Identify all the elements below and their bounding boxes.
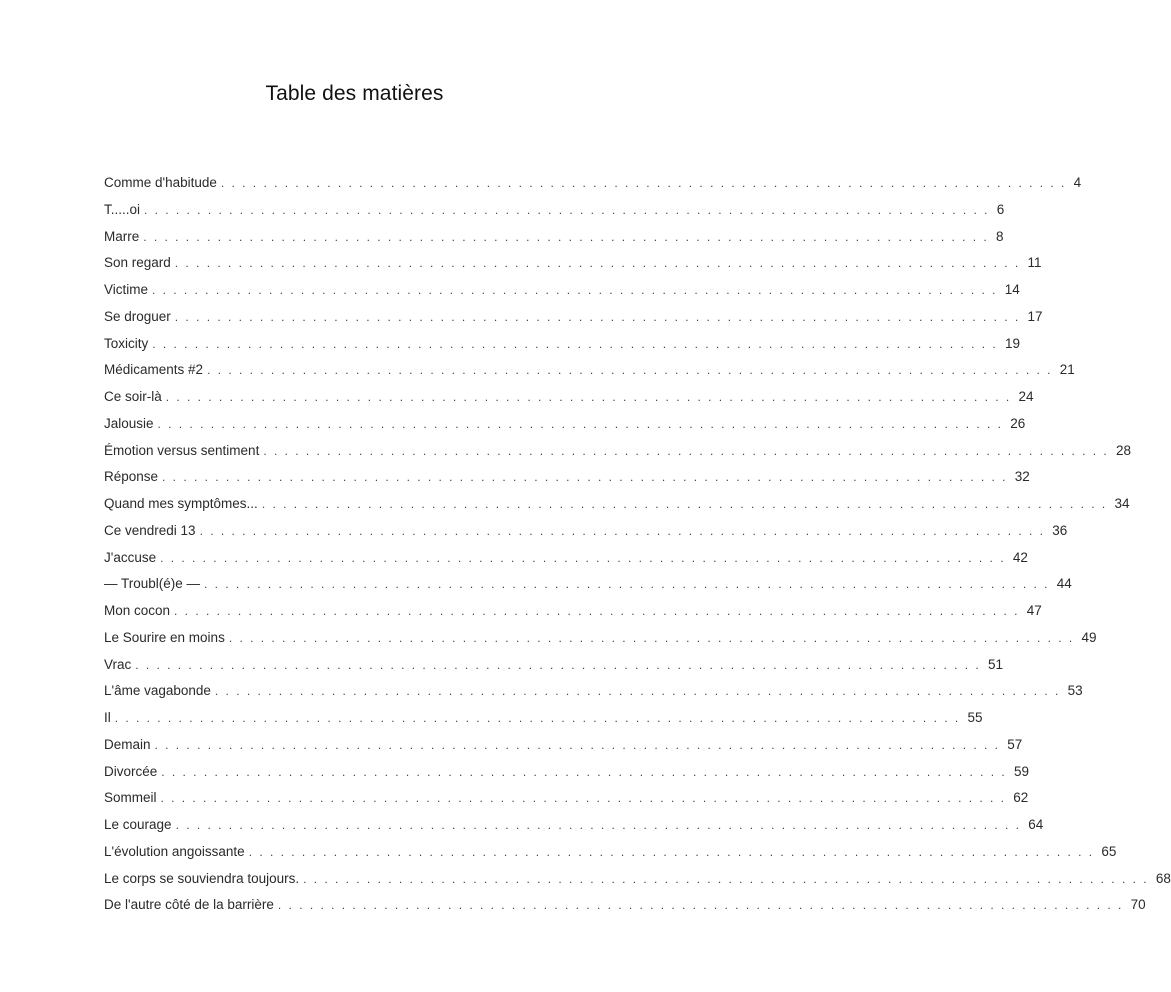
toc-entry[interactable]	[104, 817, 1044, 844]
dot-leader: ................................................................................	[160, 550, 1011, 565]
toc-entry-page-number: 62	[1013, 790, 1029, 806]
dot-leader: ................................................................................	[303, 871, 1154, 886]
toc-entry-title: Jalousie	[104, 415, 154, 431]
toc-entry-title: L'évolution angoissante	[104, 843, 245, 859]
toc-entry-page-number: 6	[996, 201, 1005, 217]
toc-entry-title: Se droguer	[104, 308, 171, 324]
toc-entry-page-number: 24	[1018, 389, 1034, 404]
toc-entry-page-number: 26	[1010, 415, 1026, 431]
dot-leader: ................................................................................	[165, 390, 1017, 404]
dot-leader: ................................................................................	[220, 176, 1072, 190]
dot-leader: ................................................................................	[263, 443, 1115, 458]
toc-entry[interactable]	[104, 496, 1130, 523]
toc-entry[interactable]	[104, 201, 1005, 229]
toc-entry[interactable]	[104, 870, 1171, 898]
toc-entry-page-number: 11	[1027, 255, 1042, 271]
dot-leader: ................................................................................	[207, 363, 1058, 378]
toc-entry-page-number: 59	[1014, 763, 1030, 779]
toc-entry-page-number: 21	[1059, 362, 1075, 378]
toc-entry[interactable]	[104, 629, 1097, 657]
page-title: Table des matières	[265, 82, 444, 105]
dot-leader: ................................................................................	[152, 336, 1003, 351]
dot-leader: ................................................................................	[154, 737, 1006, 752]
toc-entry-page-number: 36	[1052, 522, 1068, 538]
dot-leader: ................................................................................	[248, 844, 1100, 859]
toc-entry-title: — Troubl(é)e —	[104, 576, 201, 592]
dot-leader: ................................................................................	[214, 684, 1066, 699]
toc-entry-title: Demain	[104, 736, 151, 752]
toc-entry-title: Il	[104, 710, 111, 725]
dot-leader: ................................................................................	[161, 764, 1012, 779]
dot-leader: ................................................................................	[261, 497, 1113, 511]
toc-entry-title: Quand mes symptômes...	[104, 496, 258, 511]
toc-entry-title: Ce vendredi 13	[104, 522, 196, 538]
toc-entry-page-number: 28	[1116, 442, 1132, 458]
toc-entry[interactable]	[104, 335, 1021, 363]
toc-entry[interactable]	[104, 603, 1042, 630]
toc-entry-title: Comme d'habitude	[104, 175, 217, 190]
toc-entry[interactable]	[104, 576, 1072, 603]
toc-entry-title: Son regard	[104, 255, 171, 271]
dot-leader: ................................................................................	[144, 202, 995, 217]
toc-entry-page-number: 49	[1081, 629, 1097, 645]
toc-entry-page-number: 19	[1004, 335, 1021, 351]
table-of-contents	[104, 175, 1171, 924]
toc-entry[interactable]	[104, 736, 1023, 764]
toc-entry-page-number: 68	[1155, 870, 1171, 886]
toc-entry-title: Ce soir-là	[104, 389, 162, 404]
toc-entry-page-number: 64	[1028, 817, 1044, 832]
toc-entry-page-number: 34	[1114, 496, 1130, 511]
toc-entry[interactable]	[104, 843, 1117, 871]
toc-entry-page-number: 51	[987, 656, 1004, 672]
toc-entry[interactable]	[104, 683, 1083, 710]
toc-entry-page-number: 32	[1014, 469, 1030, 485]
toc-entry[interactable]	[104, 362, 1075, 389]
toc-entry-page-number: 65	[1101, 843, 1117, 859]
dot-leader: ................................................................................	[162, 470, 1013, 485]
toc-entry-page-number: 57	[1007, 736, 1023, 752]
toc-entry-title: Divorcée	[104, 763, 158, 779]
toc-entry-page-number: 55	[967, 710, 983, 725]
toc-entry-page-number: 44	[1056, 576, 1072, 592]
toc-entry[interactable]	[104, 308, 1043, 336]
dot-leader: ................................................................................	[143, 229, 994, 244]
toc-entry[interactable]	[104, 656, 1004, 684]
dot-leader: ................................................................................	[157, 416, 1009, 431]
toc-entry-page-number: 47	[1026, 603, 1042, 618]
toc-entry-page-number: 14	[1004, 282, 1020, 297]
toc-entry[interactable]	[104, 897, 1146, 924]
toc-entry-title: Réponse	[104, 469, 159, 485]
toc-entry-page-number: 17	[1027, 308, 1043, 324]
dot-leader: ................................................................................	[114, 711, 966, 725]
toc-entry-title: L'âme vagabonde	[104, 683, 211, 699]
toc-entry-title: Victime	[104, 282, 149, 297]
toc-entry-page-number: 42	[1012, 549, 1028, 565]
toc-entry-page-number: 8	[995, 228, 1004, 244]
toc-entry-title: Mon cocon	[104, 603, 171, 618]
dot-leader: ................................................................................	[174, 256, 1026, 271]
toc-entry[interactable]	[104, 790, 1029, 817]
toc-entry[interactable]	[104, 389, 1034, 416]
toc-entry[interactable]	[104, 282, 1020, 309]
toc-entry-title: Sommeil	[104, 790, 157, 806]
toc-entry-title: T.....oi	[104, 201, 141, 217]
dot-leader: ................................................................................	[135, 657, 986, 672]
toc-entry-title: J'accuse	[104, 549, 157, 565]
toc-entry[interactable]	[104, 469, 1030, 496]
dot-leader: ................................................................................	[160, 791, 1012, 806]
toc-entry-title: Marre	[104, 228, 140, 244]
toc-entry-page-number: 70	[1130, 897, 1146, 913]
toc-entry[interactable]	[104, 522, 1068, 550]
toc-entry[interactable]	[104, 442, 1132, 470]
toc-entry-title: Vrac	[104, 656, 132, 672]
toc-entry[interactable]	[104, 175, 1082, 202]
toc-entry[interactable]	[104, 228, 1004, 256]
toc-entry[interactable]	[104, 710, 983, 737]
toc-entry-title: Médicaments #2	[104, 362, 204, 378]
toc-entry[interactable]	[104, 415, 1026, 443]
toc-entry-page-number: 4	[1073, 175, 1082, 190]
dot-leader: ................................................................................	[175, 818, 1027, 832]
toc-entry[interactable]	[104, 255, 1042, 282]
dot-leader: ................................................................................	[277, 898, 1129, 913]
toc-entry-title: Le Sourire en moins	[104, 629, 225, 645]
toc-entry-title: Toxicity	[104, 335, 149, 351]
toc-entry-title: De l'autre côté de la barrière	[104, 897, 274, 913]
dot-leader: ................................................................................	[228, 630, 1080, 645]
dot-leader: ................................................................................	[174, 309, 1026, 324]
dot-leader: ................................................................................	[152, 283, 1003, 297]
dot-leader: ................................................................................	[174, 604, 1025, 618]
toc-entry-title: Le courage	[104, 817, 172, 832]
toc-entry-title: Émotion versus sentiment	[104, 442, 260, 458]
toc-entry-title: Le corps se souviendra toujours.	[104, 870, 300, 886]
dot-leader: ................................................................................	[199, 523, 1051, 538]
toc-entry[interactable]	[104, 763, 1030, 791]
toc-entry-page-number: 53	[1067, 683, 1083, 699]
toc-entry[interactable]	[104, 549, 1028, 577]
dot-leader: ................................................................................	[204, 577, 1055, 592]
